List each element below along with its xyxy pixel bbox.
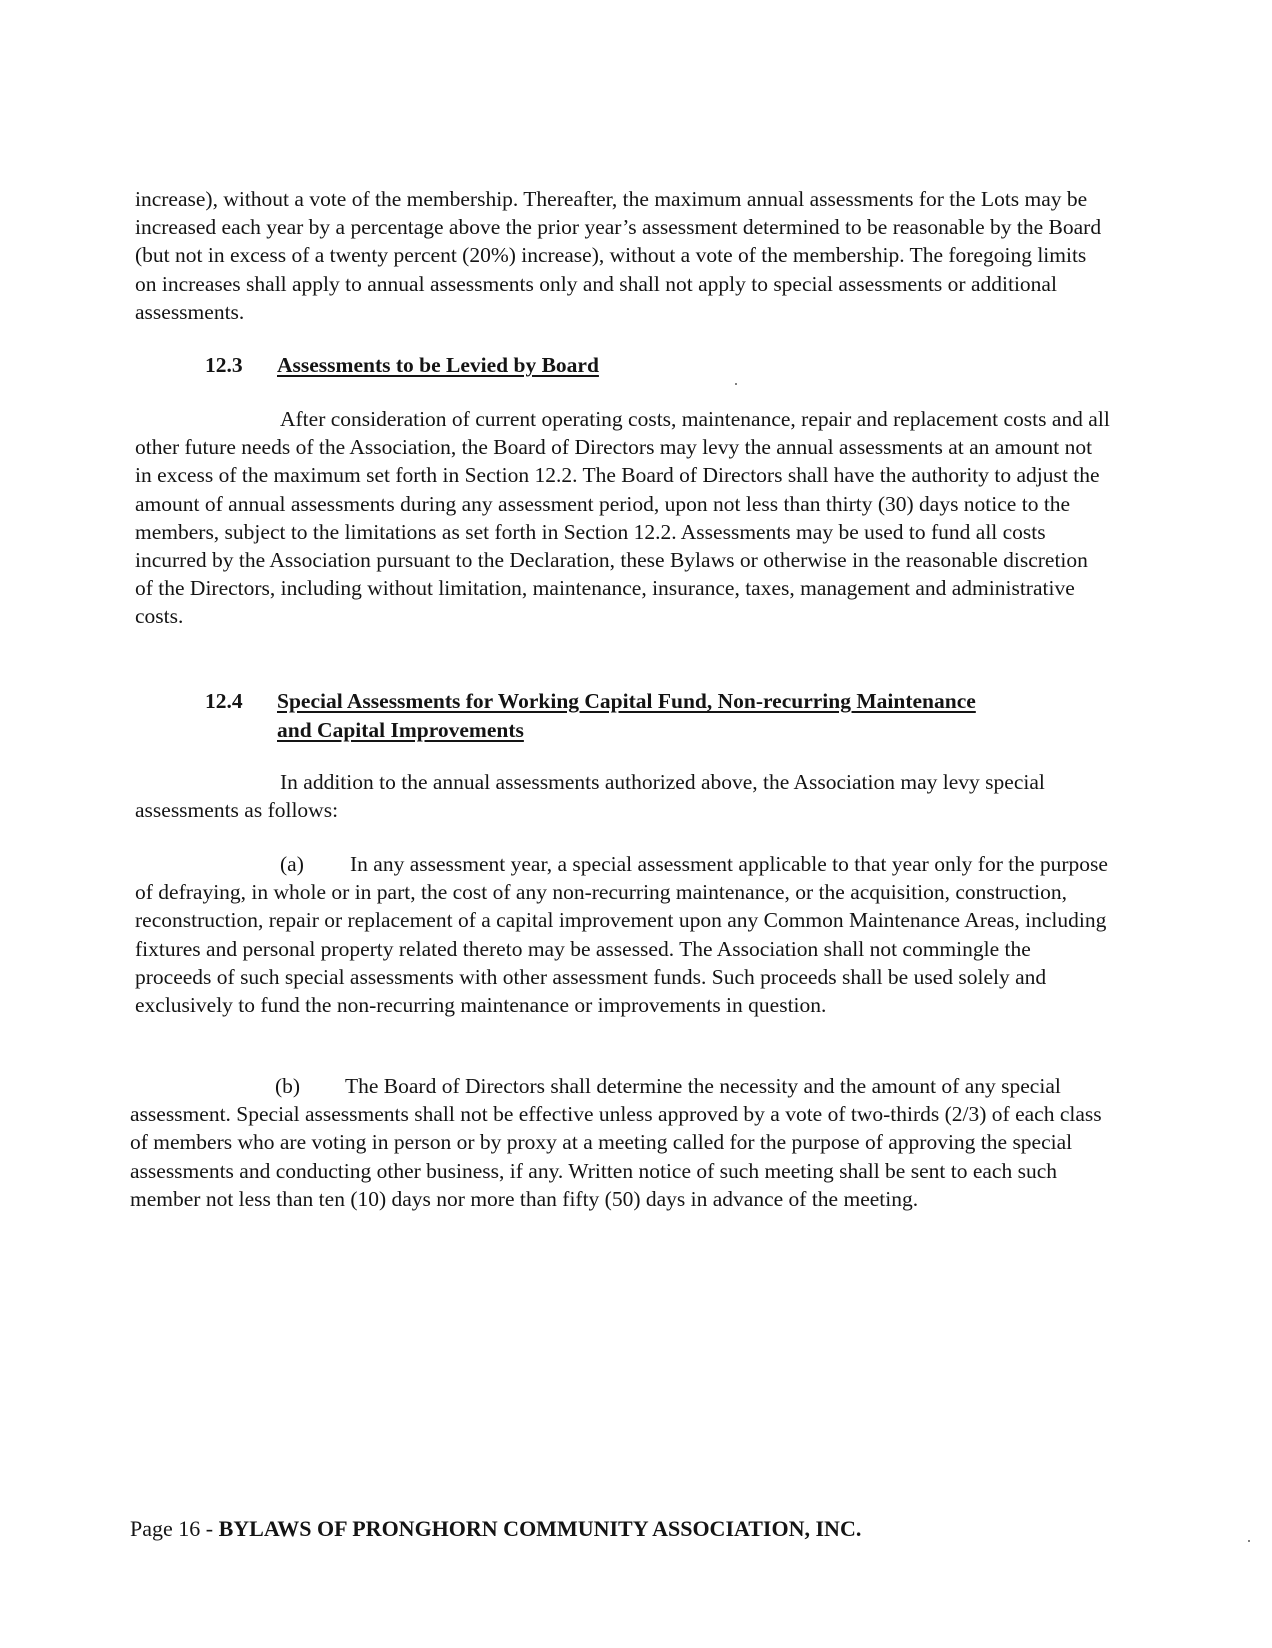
- item-b-label: (b): [275, 1074, 301, 1098]
- footer-document-title: BYLAWS OF PRONGHORN COMMUNITY ASSOCIATION, INC.: [218, 1516, 862, 1541]
- item-b-paragraph: [130, 1072, 1105, 1213]
- section-12-3-number: 12.3: [205, 353, 243, 377]
- item-a-text: In any assessment year, a special assessment applicable to that year only for the purpose of defraying, in whole or in part, the cost of any non-recurring maintenance, or the acquisition, construction, reconstruction, repair or replacement of a capital improvement upon any Common Maintenance Areas, including fixtures and personal property related thereto may be assessed. The Association shall not commingle the proceeds of such special assessments with other assessment funds. Such proceeds shall be used solely and exclusively to fund the non-recurring maintenance or improvements in question.: [135, 852, 1108, 1018]
- item-a-paragraph: [135, 850, 1110, 1019]
- section-12-4-title-line1: Special Assessments for Working Capital Fund, Non-recurring Maintenance: [277, 689, 976, 713]
- scan-speck: [1248, 1540, 1250, 1542]
- section-12-4-intro: In addition to the annual assessments authorized above, the Association may levy special assessments as follows:: [135, 770, 1045, 823]
- section-12-3-title: Assessments to be Levied by Board: [277, 353, 599, 377]
- scan-speck: [735, 383, 737, 385]
- footer-page-label: Page 16 -: [130, 1516, 219, 1541]
- intro-paragraph: increase), without a vote of the membership. Thereafter, the maximum annual assessments for the Lots may be increased each year by a percentage above the prior year’s assessment determined to be reasonable by the Board (but not in excess of a twenty percent (20%) increase), without a vote of the membership. The foregoing limits on increases shall apply to annual assessments only and shall not apply to special assessments or additional assessments.: [135, 187, 1102, 324]
- page-footer: [130, 1515, 861, 1543]
- section-12-4-number: 12.4: [205, 689, 243, 713]
- section-12-3-body: After consideration of current operating costs, maintenance, repair and replacement costs and all other future needs of the Association, the Board of Directors may levy the annual assessments at an amount not in excess of the maximum set forth in Section 12.2. The Board of Directors shall have the authority to adjust the amount of annual assessments during any assessment period, upon not less than thirty (30) days notice to the members, subject to the limitations as set forth in Section 12.2. Assessments may be used to fund all costs incurred by the Association pursuant to the Declaration, these Bylaws or otherwise in the reasonable discretion of the Directors, including without limitation, maintenance, insurance, taxes, management and administrative costs.: [135, 407, 1110, 629]
- item-b-text: The Board of Directors shall determine the necessity and the amount of any special assessment. Special assessments shall not be effective unless approved by a vote of two-thirds (2/3) of each class of members who are voting in person or by proxy at a meeting called for the purpose of approving the special assessments and conducting other business, if any. Written notice of such meeting shall be sent to each such member not less than ten (10) days nor more than fifty (50) days in advance of the meeting.: [130, 1074, 1102, 1211]
- section-12-4-title-line2: and Capital Improvements: [277, 718, 524, 742]
- section-12-4-heading: [205, 687, 1105, 745]
- section-12-3-heading: [205, 351, 1105, 379]
- item-a-label: (a): [280, 852, 304, 876]
